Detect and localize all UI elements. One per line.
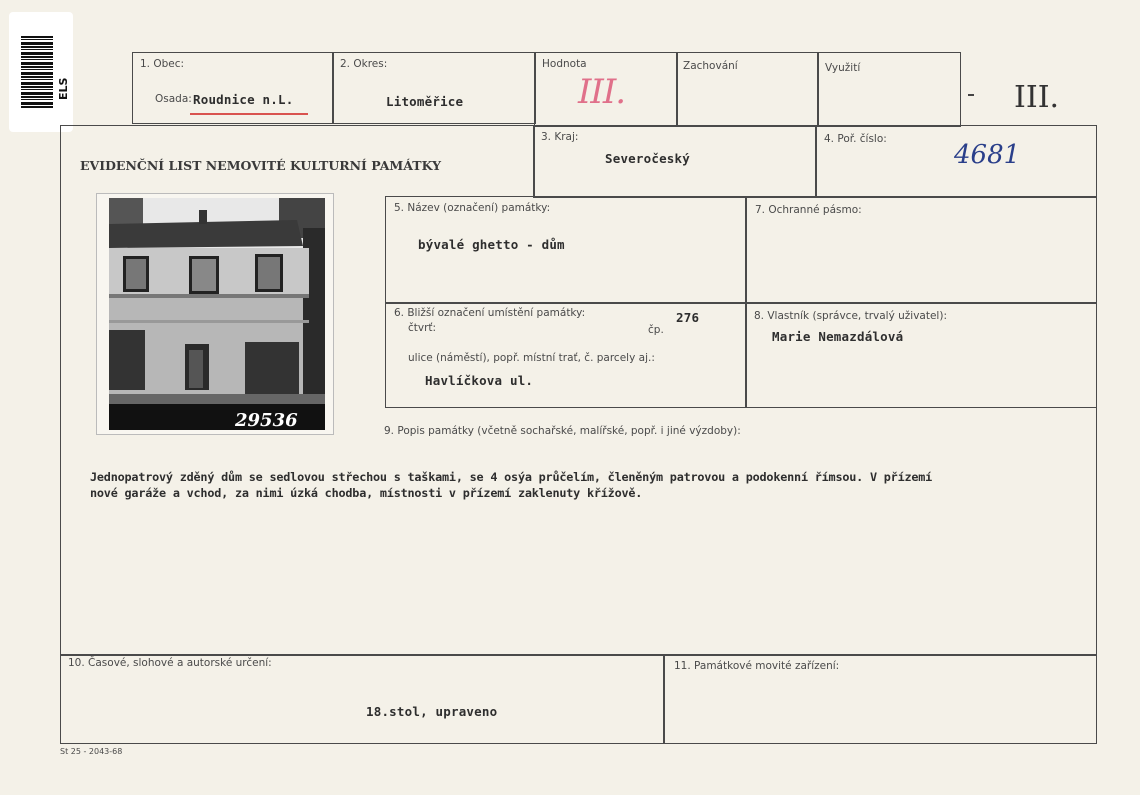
hodnota-label: Hodnota [542,58,587,70]
barcode-text: ELS [57,77,70,100]
osada-label: Osada: [155,93,192,105]
zachovani-label: Zachování [683,60,738,72]
document-title: EVIDENČNÍ LIST NEMOVITÉ KULTURNÍ PAMÁTKY [80,158,442,173]
house-photo-image [97,194,333,434]
casove-label: 10. Časové, slohové a autorské určení: [68,657,272,669]
kraj-label: 3. Kraj: [541,131,579,143]
nazev-value: bývalé ghetto - dům [418,237,565,252]
red-underline [190,113,308,115]
ulice-value: Havlíčkova ul. [425,373,534,388]
divider [60,654,1097,656]
ctvrt-label: čtvrť: [408,322,437,334]
casove-value: 18.stol, upraveno [366,704,498,719]
divider [533,125,535,197]
por-cislo-label: 4. Poř. číslo: [824,133,887,145]
divider [385,302,1097,304]
divider [815,125,817,197]
blizsi-label: 6. Bližší označení umístění památky: [394,307,586,319]
hodnota-value: III. [578,72,626,112]
barcode-icon [21,36,53,108]
popis-line-2: nové garáže a vchod, za nimi úzká chodba, místnosti v přízemí zaklenuty křížově. [90,486,643,500]
osada-value: Roudnice n.L. [193,92,294,107]
por-cislo-value: 4681 [954,140,1021,170]
photo-number: 29536 [235,410,298,431]
monument-photo [96,193,334,435]
popis-label: 9. Popis památky (včetně sochařské, malířské, popř. i jiné výzdoby): [384,425,741,437]
obec-label: 1. Obec: [140,58,185,70]
okres-label: 2. Okres: [340,58,388,70]
cp-label: čp. [648,324,664,336]
divider [663,654,665,744]
zarizeni-label: 11. Památkové movité zařízení: [674,660,840,672]
vlastnik-value: Marie Nemazdálová [772,329,904,344]
okres-value: Litoměřice [386,94,464,109]
kraj-value: Severočeský [605,151,690,166]
vlastnik-label: 8. Vlastník (správce, trvalý uživatel): [754,310,947,322]
ochranne-label: 7. Ochranné pásmo: [755,204,862,216]
margin-mark: III. [1014,80,1060,115]
vyuziti-label: Využití [825,62,861,74]
popis-line-1: Jednopatrový zděný dům se sedlovou střechou s taškami, se 4 osýa průčelím, členěným patrovou a podokenní římsou. V přízemí [90,470,933,484]
form-footer: St 25 - 2043-68 [60,747,123,756]
barcode-sticker [9,12,73,132]
ulice-label: ulice (náměstí), popř. místní trať, č. parcely aj.: [408,352,655,364]
margin-dash [968,94,974,96]
nazev-label: 5. Název (označení) památky: [394,202,551,214]
cp-value: 276 [676,310,700,325]
